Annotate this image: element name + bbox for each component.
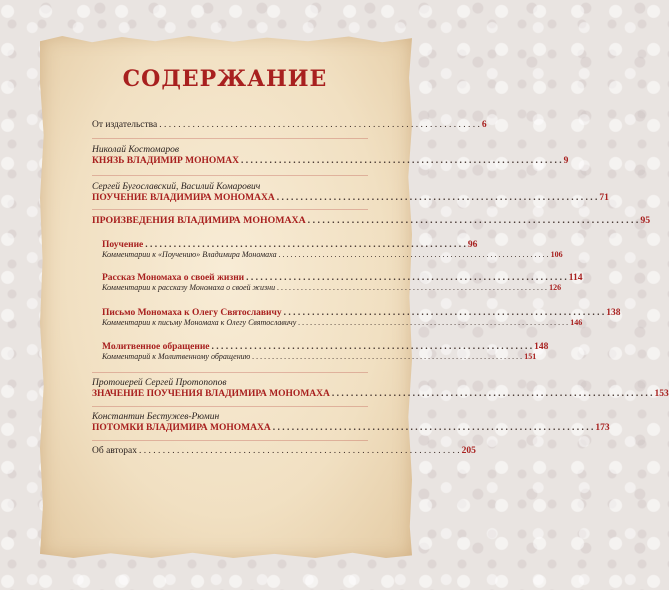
toc-comment-title: Комментарии к письму Мономаха к Олегу Святославичу <box>102 318 297 327</box>
leader-dots <box>252 352 522 361</box>
toc-entry-title: Молитвенное обращение <box>102 342 210 352</box>
divider <box>92 209 368 210</box>
toc-page-number: 114 <box>568 273 583 283</box>
toc-page-number: 95 <box>640 215 651 226</box>
toc-entry-title: Об авторах <box>92 446 138 456</box>
leader-dots <box>246 273 567 283</box>
toc-page-number: 173 <box>595 423 610 433</box>
toc-entry-title: ПРОИЗВЕДЕНИЯ ВЛАДИМИРА МОНОМАХА <box>92 215 306 226</box>
toc-entry-title: ПОУЧЕНИЕ ВЛАДИМИРА МОНОМАХА <box>92 193 275 203</box>
toc-author: Николай Костомаров <box>92 145 179 155</box>
leader-dots <box>145 240 466 250</box>
toc-page-number: 148 <box>534 342 549 352</box>
toc-page-number: 9 <box>563 156 569 166</box>
leader-dots <box>308 215 639 226</box>
divider <box>92 138 368 139</box>
toc-page-number: 96 <box>467 240 478 250</box>
leader-dots <box>273 423 594 433</box>
toc-page-number: 106 <box>550 250 563 259</box>
toc-entry-authors[interactable] <box>92 446 476 456</box>
toc-page-number: 151 <box>524 352 537 361</box>
leader-dots <box>277 283 547 292</box>
divider <box>92 406 368 407</box>
toc-entry-poucheniye[interactable] <box>92 182 609 203</box>
paper-background <box>40 36 412 558</box>
leader-dots <box>212 342 533 352</box>
toc-entry-title: Поучение <box>102 240 144 250</box>
toc-author: Протоиерей Сергей Протопопов <box>92 378 227 388</box>
divider <box>92 372 368 373</box>
toc-entry-w1[interactable] <box>92 240 563 259</box>
toc-entry-publisher[interactable] <box>92 120 487 130</box>
toc-entry-w3[interactable] <box>92 308 621 327</box>
toc-page-number: 138 <box>606 308 621 318</box>
toc-entry-w2[interactable] <box>92 273 583 292</box>
toc-entry-title: Письмо Мономаха к Олегу Святославичу <box>102 308 282 318</box>
toc-entry-works[interactable] <box>92 215 651 226</box>
toc-comment-title: Комментарии к «Поучению» Владимира Мономаха <box>102 250 277 259</box>
toc-comment-title: Комментарий к Молитвенному обращению <box>102 352 251 361</box>
divider <box>92 440 368 441</box>
toc-page-number: 71 <box>599 193 609 203</box>
divider <box>92 175 368 176</box>
leader-dots <box>279 250 549 259</box>
toc-page-number: 146 <box>570 318 583 327</box>
toc-entry-title: ПОТОМКИ ВЛАДИМИРА МОНОМАХА <box>92 423 271 433</box>
leader-dots <box>277 193 598 203</box>
toc-entry-title: ЗНАЧЕНИЕ ПОУЧЕНИЯ ВЛАДИМИРА МОНОМАХА <box>92 389 330 399</box>
toc-entry-kostomarov[interactable] <box>92 145 569 166</box>
toc-page-number: 205 <box>461 446 476 456</box>
toc-entry-title: КНЯЗЬ ВЛАДИМИР МОНОМАХ <box>92 156 240 166</box>
toc-page-number: 126 <box>549 283 562 292</box>
leader-dots <box>284 308 605 318</box>
toc-entry-bestuzhev[interactable] <box>92 412 610 433</box>
toc-entry-title: Рассказ Мономаха о своей жизни <box>102 273 245 283</box>
toc-entry-protopopov[interactable] <box>92 378 669 399</box>
leader-dots <box>139 446 460 456</box>
toc-entry-title: От издательства <box>92 120 158 130</box>
leader-dots <box>298 318 568 327</box>
leader-dots <box>241 156 562 166</box>
toc-comment-title: Комментарии к рассказу Мономаха о своей жизни <box>102 283 276 292</box>
toc-page-number: 153 <box>654 389 669 399</box>
toc-author: Константин Бестужев-Рюмин <box>92 412 220 422</box>
toc-entry-w4[interactable] <box>92 342 549 361</box>
toc-page-number: 6 <box>481 120 487 130</box>
toc-author: Сергей Бугославский, Василий Комарович <box>92 182 261 192</box>
leader-dots <box>332 389 653 399</box>
leader-dots <box>159 120 480 130</box>
page-title: СОДЕРЖАНИЕ <box>122 66 328 92</box>
